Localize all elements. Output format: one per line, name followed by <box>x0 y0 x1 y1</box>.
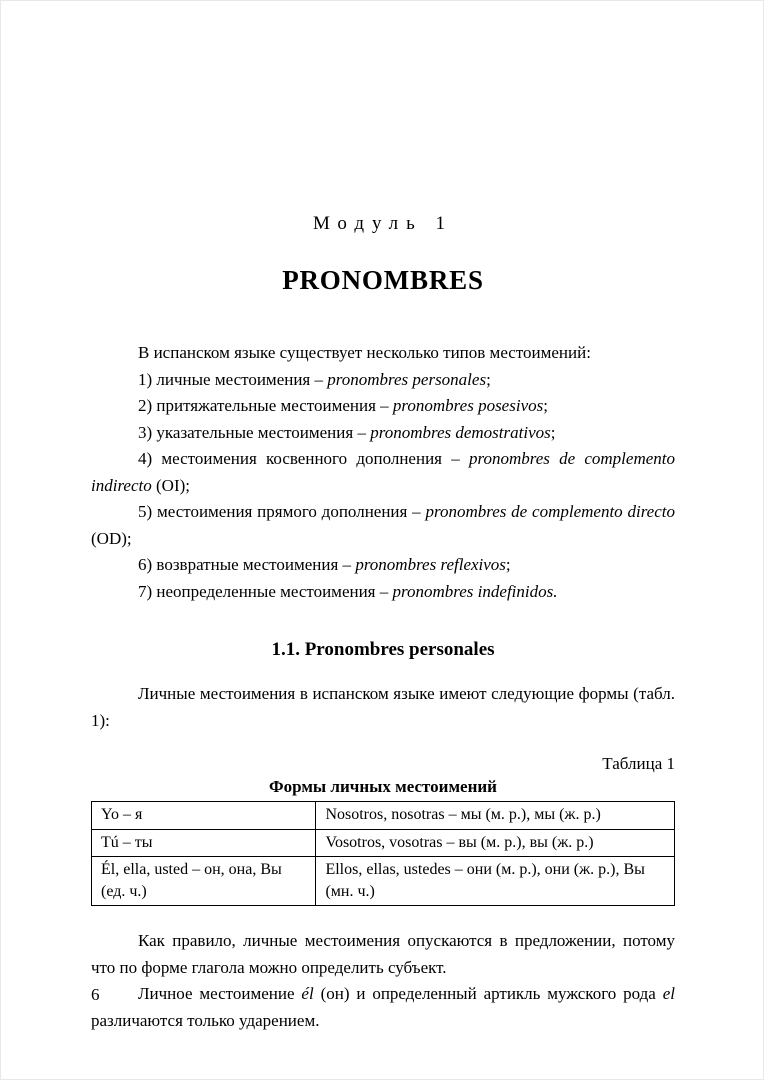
table-cell: Tú – ты <box>92 829 316 857</box>
table-number: Таблица 1 <box>602 754 675 773</box>
closing-paragraph-2: Личное местоимение él (он) и определенный артикль мужского рода el различаются только ударением. <box>91 984 675 1030</box>
list-item-6: 6) возвратные местоимения – pronombres reflexivos; <box>138 555 511 574</box>
table-row <box>92 829 675 857</box>
pronouns-table <box>91 801 675 906</box>
table-cell: Ellos, ellas, ustedes – они (м. р.), они (ж. р.), Вы (мн. ч.) <box>316 857 675 906</box>
main-title: PRONOMBRES <box>282 265 484 295</box>
page-content <box>1 1 763 1034</box>
list-item-5: 5) местоимения прямого дополнения – pronombres de complemento directo (OD); <box>91 502 675 548</box>
section-intro-paragraph: Личные местоимения в испанском языке имеют следующие формы (табл. 1): <box>91 684 675 730</box>
table-cell: Yo – я <box>92 802 316 830</box>
intro-paragraph: В испанском языке существует несколько типов местоимений: <box>138 343 591 362</box>
section-heading: 1.1. Pronombres personales <box>271 639 495 660</box>
table-row <box>92 857 675 906</box>
list-item-4: 4) местоимения косвенного дополнения – pronombres de complemento indirecto (OI); <box>91 449 675 495</box>
table-cell: Nosotros, nosotras – мы (м. р.), мы (ж. р.) <box>316 802 675 830</box>
table-row <box>92 802 675 830</box>
page-number: 6 <box>91 985 100 1004</box>
list-item-2: 2) притяжательные местоимения – pronombres posesivos; <box>138 396 548 415</box>
module-heading: Модуль 1 <box>313 213 453 234</box>
table-cell: Él, ella, usted – он, она, Вы (ед. ч.) <box>92 857 316 906</box>
list-item-1: 1) личные местоимения – pronombres personales; <box>138 369 491 389</box>
table-cell: Vosotros, vosotras – вы (м. р.), вы (ж. р.) <box>316 829 675 857</box>
list-item-7: 7) неопределенные местоимения – pronombres indefinidos. <box>138 581 558 601</box>
table-caption: Формы личных местоимений <box>269 777 497 796</box>
closing-paragraph-1: Как правило, личные местоимения опускаются в предложении, потому что по форме глагола можно определить субъект. <box>91 931 675 977</box>
list-item-3: 3) указательные местоимения – pronombres demostrativos; <box>138 422 556 442</box>
